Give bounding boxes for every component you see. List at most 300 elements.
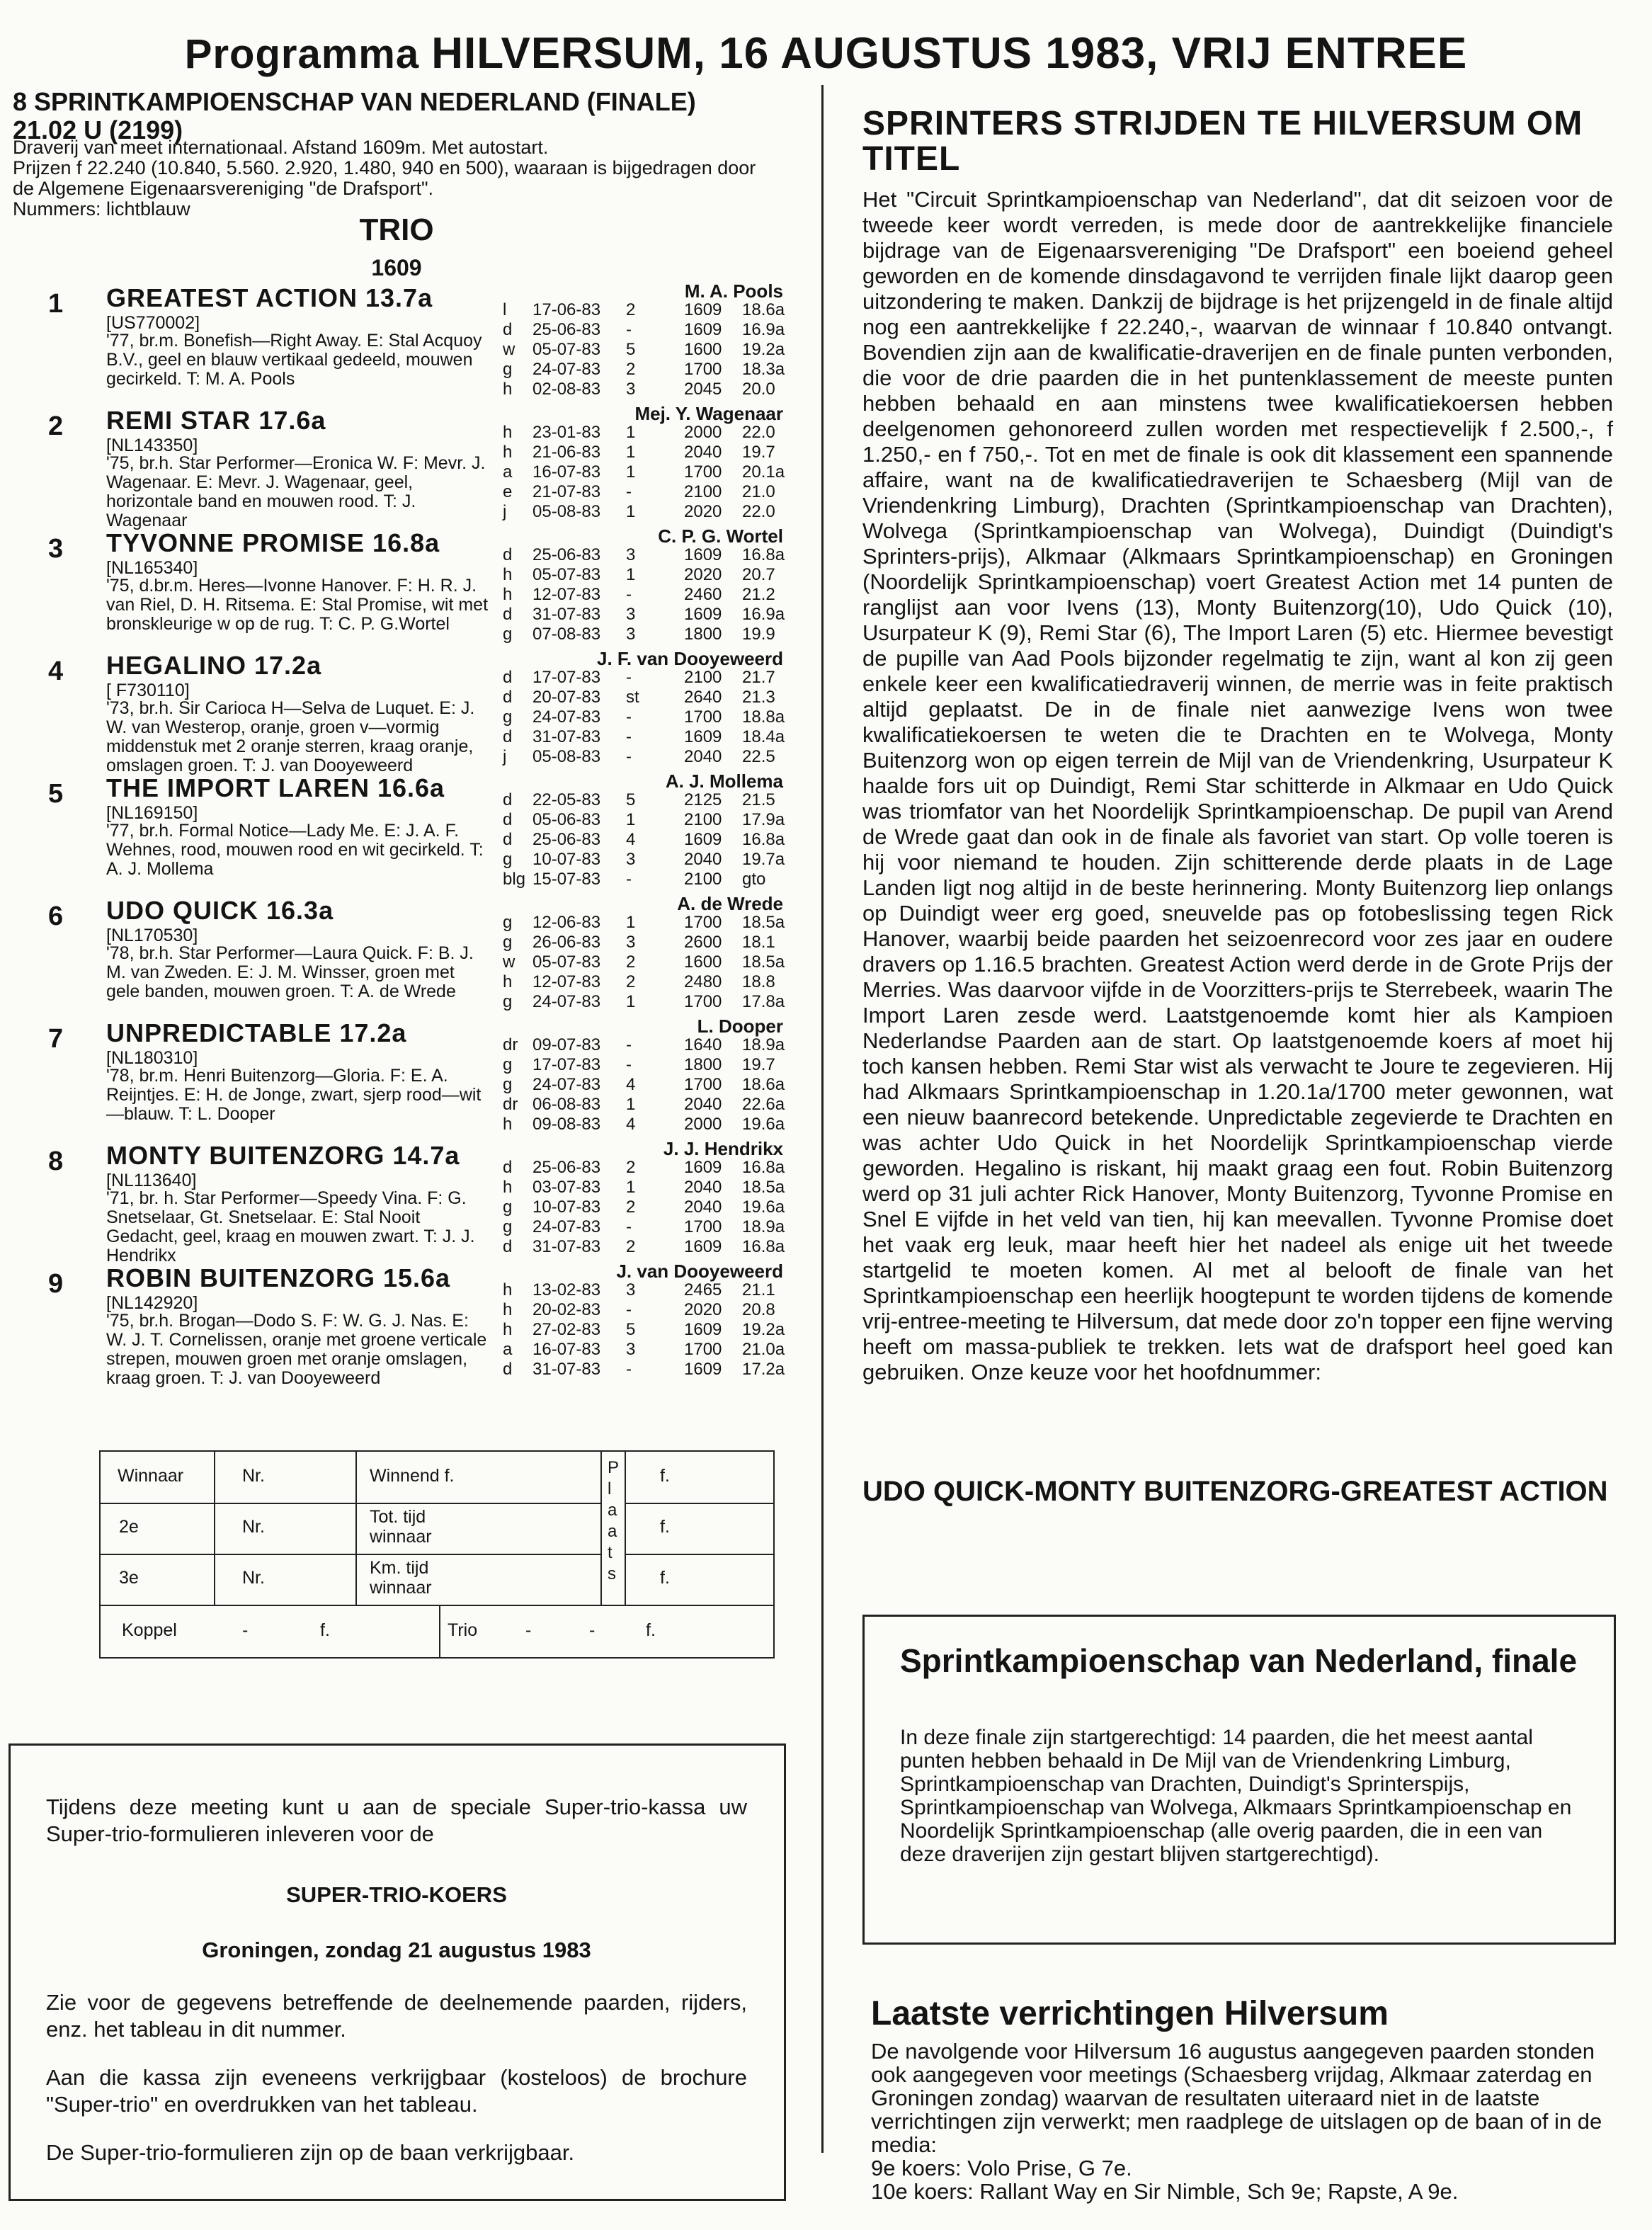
column-divider [821, 85, 824, 2153]
race-date: 24-07-83 [532, 1217, 601, 1236]
distance: 1700 [684, 1217, 722, 1236]
performance-row [503, 1158, 785, 1178]
horse-registration: [US770002] [106, 313, 200, 333]
horse-description: '71, br. h. Star Performer—Speedy Vina. F: G. Snetselaar, Gt. Snetselaar. E: Stal Nooit Gedacht, geel, kraag en mouwen zwart. T: J. J. Hendrikx [106, 1188, 475, 1265]
performance-table [503, 913, 785, 1012]
race-date: 31-07-83 [532, 605, 601, 624]
km-time: gto [742, 870, 766, 889]
dash: - [242, 1620, 249, 1640]
race-date: 10-07-83 [532, 1198, 601, 1217]
performance-row [503, 1178, 785, 1198]
track-code: a [503, 462, 513, 482]
race-date: 20-02-83 [532, 1300, 601, 1319]
placing: 4 [626, 830, 636, 849]
f-label: f. [320, 1620, 330, 1640]
km-time: 18.4a [742, 727, 785, 746]
horse-number: 5 [48, 779, 64, 809]
km-time: 22.5 [742, 747, 775, 766]
placing: - [626, 1035, 632, 1054]
track-code: g [503, 992, 513, 1011]
km-time: 20.7 [742, 565, 775, 584]
horse-trainer: A. de Wrede [677, 893, 783, 914]
performance-row [503, 380, 785, 399]
km-time: 16.8a [742, 830, 785, 849]
latest-section [871, 2040, 1622, 2203]
placing: 1 [626, 462, 636, 482]
race-heading [13, 88, 806, 144]
race-date: 12-07-83 [532, 972, 601, 991]
horse-name: UDO QUICK 16.3a [106, 896, 334, 925]
table-rule [625, 1554, 773, 1555]
placing: 4 [626, 1075, 636, 1094]
performance-row [503, 668, 785, 688]
winnend-label: Winnend f. [370, 1466, 455, 1486]
race-date: 22-05-83 [532, 790, 601, 809]
distance: 2100 [684, 870, 722, 889]
results-table [99, 1450, 775, 1659]
race-date: 24-07-83 [532, 1075, 601, 1094]
koppel-label: Koppel [122, 1620, 177, 1640]
horse-registration: [NL180310] [106, 1048, 198, 1068]
placing: 3 [626, 380, 636, 399]
km-time: 18.9a [742, 1217, 785, 1236]
placing: 1 [626, 423, 636, 442]
km-time: 19.2a [742, 340, 785, 359]
distance: 1700 [684, 992, 722, 1011]
table-rule [101, 1554, 602, 1555]
performance-row [503, 707, 785, 727]
track-code: w [503, 952, 515, 972]
race-date: 31-07-83 [532, 1237, 601, 1256]
race-date: 25-06-83 [532, 830, 601, 849]
horse-trainer: M. A. Pools [684, 280, 783, 302]
winnaar-label: Winnaar [118, 1466, 184, 1486]
horse-description: '75, br.h. Brogan—Dodo S. F: W. G. J. Nas. E: W. J. T. Cornelissen, oranje met groene verticale strepen, mouwen groen met oranje omslagen, kraag groen. T: J. van Dooyeweerd [106, 1311, 487, 1388]
km-time: 16.9a [742, 605, 785, 624]
track-code: d [503, 830, 513, 849]
km-time: 18.6a [742, 1075, 785, 1094]
horse-name: TYVONNE PROMISE 16.8a [106, 528, 440, 557]
placing: 2 [626, 1158, 636, 1177]
race-date: 26-06-83 [532, 933, 601, 952]
supertrio-para-4: De Super-trio-formulieren zijn op de baan verkrijgbaar. [46, 2140, 575, 2165]
performance-row [503, 870, 785, 889]
performance-row [503, 747, 785, 767]
horse-description: '78, br.h. Star Performer—Laura Quick. F: B. J. M. van Zweden. E: J. M. Winsser, groen met gele banden, mouwen groen. T: A. de Wrede [106, 943, 474, 1001]
km-time: 18.5a [742, 913, 785, 932]
distance: 1600 [684, 952, 722, 972]
distance: 2020 [684, 565, 722, 584]
distance: 2045 [684, 380, 722, 399]
km-time: 21.0a [742, 1340, 785, 1359]
performance-row [503, 1075, 785, 1095]
placing: 3 [626, 1340, 636, 1359]
track-code: j [503, 747, 507, 766]
tot-tijd-label-2: winnaar [370, 1527, 432, 1547]
km-time: 17.8a [742, 992, 785, 1011]
distance: 1600 [684, 340, 722, 359]
performance-table [503, 1158, 785, 1257]
distance: 2040 [684, 747, 722, 766]
km-time: 19.7 [742, 443, 775, 462]
distance: 1700 [684, 707, 722, 727]
race-date: 10-07-83 [532, 850, 601, 869]
track-code: d [503, 727, 513, 746]
race-info [13, 137, 806, 220]
km-time: 21.3 [742, 688, 775, 707]
placing: 5 [626, 1320, 636, 1339]
track-code: h [503, 1115, 513, 1134]
performance-row [503, 972, 785, 992]
placing: 3 [626, 545, 636, 564]
race-date: 09-08-83 [532, 1115, 601, 1134]
distance: 2040 [684, 850, 722, 869]
distance: 1609 [684, 320, 722, 339]
distance: 2020 [684, 1300, 722, 1319]
track-code: g [503, 850, 513, 869]
distance: 2460 [684, 585, 722, 604]
track-code: d [503, 1237, 513, 1256]
horse-trainer: Mej. Y. Wagenaar [634, 403, 783, 424]
track-code: e [503, 482, 513, 501]
distance: 2100 [684, 810, 722, 829]
track-code: g [503, 933, 513, 952]
placing: 5 [626, 790, 636, 809]
performance-row [503, 625, 785, 644]
placing: - [626, 747, 632, 766]
track-code: h [503, 565, 513, 584]
distance: 1609 [684, 1320, 722, 1339]
trio-label: Trio [448, 1620, 478, 1640]
performance-row [503, 830, 785, 850]
track-code: g [503, 1198, 513, 1217]
finale-body: In deze finale zijn startgerechtigd: 14 paarden, die het meest aantal punten hebben behaald in De Mijl van de Vriendenkring Limburg, Sprintkampioenschap van Drachten, Duindigt's Sprinterspijs, Sprintkampioenschap van Wolvega, Alkmaars Sprintkampioenschap en Noordelijk Sprintkampioenschap (alle overig paarden, die in een van deze draverijen zijn gestart blijven startgerechtigd). [900, 1726, 1572, 1866]
distance: 1700 [684, 1075, 722, 1094]
km-time: 21.2 [742, 585, 775, 604]
placing: 1 [626, 810, 636, 829]
track-code: d [503, 320, 513, 339]
horse-registration: [NL169150] [106, 803, 198, 823]
performance-row [503, 952, 785, 972]
placing: 2 [626, 1237, 636, 1256]
performance-row [503, 1300, 785, 1320]
third-label: 3e [119, 1568, 139, 1588]
km-time: 21.7 [742, 668, 775, 687]
km-time: 20.0 [742, 380, 775, 399]
distance: 1700 [684, 1340, 722, 1359]
performance-row [503, 1055, 785, 1075]
distance: 1700 [684, 913, 722, 932]
km-time: 17.2a [742, 1360, 785, 1379]
km-time: 19.6a [742, 1198, 785, 1217]
km-tijd-label: Km. tijd [370, 1558, 429, 1578]
performance-row [503, 1237, 785, 1257]
distance: 1609 [684, 1360, 722, 1379]
performance-row [503, 502, 785, 522]
placing: - [626, 1217, 632, 1236]
trio-label: TRIO [359, 212, 434, 247]
race-date: 21-07-83 [532, 482, 601, 501]
km-time: 18.8 [742, 972, 775, 991]
race-date: 05-06-83 [532, 810, 601, 829]
performance-row [503, 1217, 785, 1237]
placing: - [626, 1055, 632, 1074]
placing: 1 [626, 1095, 636, 1114]
distance: 1609 [684, 300, 722, 319]
distance: 1609 [684, 1158, 722, 1177]
performance-row [503, 810, 785, 830]
track-code: g [503, 1075, 513, 1094]
track-code: g [503, 1055, 513, 1074]
horse-trainer: J. J. Hendrikx [663, 1138, 783, 1159]
track-code: h [503, 380, 513, 399]
placing: 2 [626, 952, 636, 972]
horse-name: MONTY BUITENZORG 14.7a [106, 1141, 460, 1170]
placing: 5 [626, 340, 636, 359]
distance: 2100 [684, 668, 722, 687]
distance: 2040 [684, 1178, 722, 1197]
race-date: 05-08-83 [532, 502, 601, 521]
table-rule [101, 1605, 773, 1606]
article-title: SPRINTERS STRIJDEN TE HILVERSUM OM TITEL [862, 105, 1583, 178]
performance-row [503, 1360, 785, 1379]
horse-entry [13, 1017, 806, 1137]
race-date: 03-07-83 [532, 1178, 601, 1197]
km-time: 18.8a [742, 707, 785, 727]
track-code: h [503, 423, 513, 442]
distance: 1609 [684, 1237, 722, 1256]
placing: - [626, 727, 632, 746]
track-code: h [503, 1280, 513, 1299]
horse-number: 1 [48, 289, 64, 319]
race-date: 06-08-83 [532, 1095, 601, 1114]
finale-title: Sprintkampioenschap van Nederland, finale [900, 1642, 1578, 1679]
supertrio-para-2: Zie voor de gegevens betreffende de deelnemende paarden, rijders, enz. het tableau in dit nummer. [46, 1990, 747, 2042]
race-date: 17-07-83 [532, 668, 601, 687]
track-code: h [503, 443, 513, 462]
track-code: j [503, 502, 507, 521]
distance: 2480 [684, 972, 722, 991]
km-time: 22.6a [742, 1095, 785, 1114]
distance: 2125 [684, 790, 722, 809]
performance-table [503, 300, 785, 399]
race-date: 05-07-83 [532, 565, 601, 584]
race-date: 02-08-83 [532, 380, 601, 399]
race-date: 27-02-83 [532, 1320, 601, 1339]
title-main: HILVERSUM, 16 AUGUSTUS 1983, VRIJ ENTREE [431, 29, 1468, 78]
track-code: d [503, 605, 513, 624]
horse-entry [13, 282, 806, 402]
track-code: g [503, 625, 513, 644]
placing: 3 [626, 1280, 636, 1299]
horse-entry [13, 648, 806, 775]
km-time: 19.7a [742, 850, 785, 869]
race-date: 25-06-83 [532, 1158, 601, 1177]
race-date: 05-08-83 [532, 747, 601, 766]
nr-label: Nr. [242, 1568, 265, 1588]
race-date: 15-07-83 [532, 870, 601, 889]
distance: 1640 [684, 1035, 722, 1054]
distance: 2100 [684, 482, 722, 501]
horse-trainer: L. Dooper [697, 1016, 783, 1037]
race-distance: 1609 [371, 255, 422, 280]
distance: 1609 [684, 830, 722, 849]
distance: 1609 [684, 605, 722, 624]
performance-row [503, 913, 785, 933]
table-rule [355, 1452, 357, 1605]
performance-row [503, 1280, 785, 1300]
horse-registration: [NL142920] [106, 1293, 198, 1313]
placing: - [626, 668, 632, 687]
performance-table [503, 668, 785, 767]
race-date: 07-08-83 [532, 625, 601, 644]
performance-table [503, 423, 785, 522]
performance-row [503, 605, 785, 625]
finale-box [862, 1615, 1616, 1945]
placing: - [626, 320, 632, 339]
placing: 1 [626, 1178, 636, 1197]
placing: 2 [626, 972, 636, 991]
race-date: 17-06-83 [532, 300, 601, 319]
horse-description: '77, br.h. Formal Notice—Lady Me. E: J. A. F. Wehnes, rood, mouwen rood en wit gecirkeld. T: A. J. Mollema [106, 821, 484, 879]
placing: 2 [626, 360, 636, 379]
horse-registration: [NL165340] [106, 558, 198, 578]
horse-description: '77, br.m. Bonefish—Right Away. E: Stal Acquoy B.V., geel en blauw vertikaal gedeeld, mouwen gecirkeld. T: M. A. Pools [106, 331, 482, 389]
km-time: 18.5a [742, 952, 785, 972]
horse-registration: [NL170530] [106, 926, 198, 945]
track-code: blg [503, 870, 526, 889]
race-date: 31-07-83 [532, 1360, 601, 1379]
performance-table [503, 545, 785, 644]
performance-table [503, 1280, 785, 1379]
horse-number: 6 [48, 901, 64, 931]
track-code: h [503, 972, 513, 991]
distance: 1800 [684, 1055, 722, 1074]
race-info-line: de Algemene Eigenaarsvereniging "de Drafsport". [13, 178, 434, 199]
horse-description: '78, br.m. Henri Buitenzorg—Gloria. F: E. A. Reijntjes. E: H. de Jonge, zwart, sjerp rood—wit—blauw. T: L. Dooper [106, 1066, 482, 1124]
table-rule [439, 1605, 440, 1657]
placing: - [626, 707, 632, 727]
horse-entry [13, 1138, 806, 1265]
f-label: f. [660, 1466, 670, 1486]
race-date: 16-07-83 [532, 1340, 601, 1359]
race-date: 25-06-83 [532, 320, 601, 339]
track-code: l [503, 300, 507, 319]
latest-title: Laatste verrichtingen Hilversum [871, 1995, 1389, 2032]
track-code: d [503, 1158, 513, 1177]
race-title: 8 SPRINTKAMPIOENSCHAP VAN NEDERLAND (FINALE) [13, 87, 696, 116]
article-pick: UDO QUICK-MONTY BUITENZORG-GREATEST ACTION [862, 1476, 1608, 1507]
performance-row [503, 688, 785, 707]
performance-row [503, 482, 785, 502]
f-label: f. [646, 1620, 656, 1640]
km-time: 18.3a [742, 360, 785, 379]
performance-row [503, 300, 785, 320]
km-tijd-label-2: winnaar [370, 1578, 432, 1598]
track-code: d [503, 545, 513, 564]
distance: 2040 [684, 1198, 722, 1217]
horse-number: 8 [48, 1147, 64, 1176]
performance-row [503, 585, 785, 605]
tot-tijd-label: Tot. tijd [370, 1507, 426, 1527]
distance: 2000 [684, 423, 722, 442]
distance: 2000 [684, 1115, 722, 1134]
track-code: dr [503, 1035, 518, 1054]
placing: - [626, 482, 632, 501]
track-code: h [503, 1178, 513, 1197]
distance: 2040 [684, 443, 722, 462]
placing: 3 [626, 933, 636, 952]
performance-row [503, 545, 785, 565]
km-time: 16.9a [742, 320, 785, 339]
horse-entry [13, 894, 806, 1015]
horse-name: GREATEST ACTION 13.7a [106, 283, 433, 312]
km-time: 18.9a [742, 1035, 785, 1054]
placing: 2 [626, 1198, 636, 1217]
latest-line-2: 10e koers: Rallant Way en Sir Nimble, Sch 9e; Rapste, A 9e. [871, 2179, 1459, 2204]
distance: 1700 [684, 360, 722, 379]
race-date: 05-07-83 [532, 952, 601, 972]
track-code: d [503, 688, 513, 707]
horse-name: ROBIN BUITENZORG 15.6a [106, 1263, 451, 1292]
horse-entry [13, 772, 806, 892]
track-code: d [503, 1360, 513, 1379]
horse-number: 4 [48, 656, 64, 686]
track-code: d [503, 810, 513, 829]
nr-label: Nr. [242, 1517, 265, 1537]
horse-description: '73, br.h. Sir Carioca H—Selva de Luquet. E: J. W. van Westerop, oranje, groen v—vormig middenstuk met 2 oranje sterren, kraag oranje, omslagen groen. T: J. van Dooyeweerd [106, 698, 475, 775]
plaats-label: Plaats [608, 1458, 620, 1583]
performance-row [503, 790, 785, 810]
horse-registration: [ F730110] [106, 681, 190, 700]
km-time: 16.8a [742, 1158, 785, 1177]
race-date: 09-07-83 [532, 1035, 601, 1054]
horse-registration: [NL113640] [106, 1171, 197, 1190]
race-date: 16-07-83 [532, 462, 601, 482]
placing: - [626, 870, 632, 889]
race-date: 21-06-83 [532, 443, 601, 462]
placing: 3 [626, 605, 636, 624]
horse-name: THE IMPORT LAREN 16.6a [106, 773, 445, 802]
horse-registration: [NL143350] [106, 436, 198, 455]
supertrio-date: Groningen, zondag 21 augustus 1983 [202, 1938, 591, 1962]
performance-row [503, 992, 785, 1012]
dash: - [589, 1620, 596, 1640]
horse-number: 2 [48, 411, 64, 441]
km-time: 17.9a [742, 810, 785, 829]
table-rule [600, 1452, 602, 1605]
race-time: 21.02 U (2199) [13, 115, 183, 144]
distance: 1700 [684, 462, 722, 482]
table-rule [101, 1503, 602, 1504]
km-time: 19.7 [742, 1055, 775, 1074]
race-date: 25-06-83 [532, 545, 601, 564]
supertrio-intro: Tijdens deze meeting kunt u aan de speciale Super-trio-kassa uw Super-trio-formulieren inleveren voor de [46, 1794, 747, 1846]
placing: 1 [626, 502, 636, 521]
performance-row [503, 360, 785, 380]
km-time: 20.1a [742, 462, 785, 482]
second-label: 2e [119, 1517, 139, 1537]
track-code: h [503, 585, 513, 604]
horse-name: REMI STAR 17.6a [106, 406, 326, 435]
track-code: g [503, 1217, 513, 1236]
distance: 2020 [684, 502, 722, 521]
km-time: 21.0 [742, 482, 775, 501]
km-time: 16.8a [742, 1237, 785, 1256]
horse-trainer: A. J. Mollema [665, 770, 783, 792]
performance-row [503, 1198, 785, 1217]
horse-number: 7 [48, 1024, 64, 1054]
